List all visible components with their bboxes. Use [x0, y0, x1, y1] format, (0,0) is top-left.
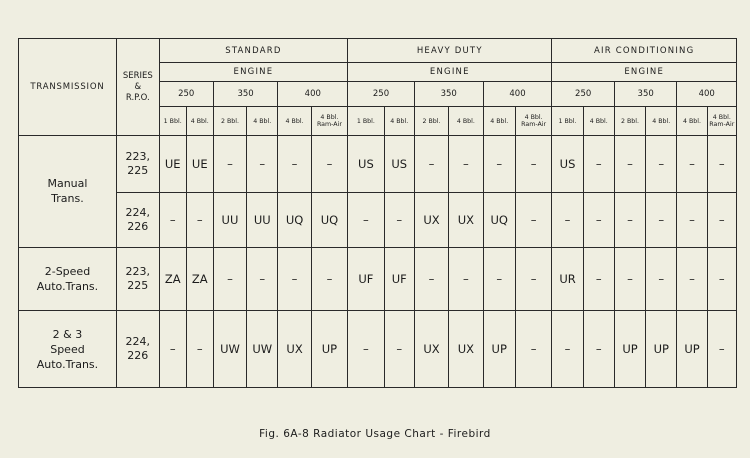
radiator-code-cell: –: [311, 136, 347, 193]
engine-size-header: 250: [552, 82, 615, 107]
radiator-code-cell: –: [646, 193, 677, 247]
series-cell: 224, 226: [116, 193, 159, 247]
radiator-code-cell: –: [483, 247, 515, 311]
engine-size-header: 400: [483, 82, 552, 107]
transmission-label-line: Auto.Trans.: [36, 280, 99, 294]
radiator-code-cell: –: [247, 247, 278, 311]
radiator-code-cell: –: [552, 193, 583, 247]
carburetor-header: 4 Bbl.: [186, 107, 213, 136]
carburetor-header: 1 Bbl.: [552, 107, 583, 136]
carburetor-header: 1 Bbl.: [159, 107, 186, 136]
radiator-code-cell: –: [707, 247, 736, 311]
radiator-code-cell: UP: [677, 311, 707, 388]
series-rpo-header-line: &: [134, 81, 142, 92]
engine-size-header: 250: [159, 82, 213, 107]
radiator-code-cell: UP: [646, 311, 677, 388]
radiator-code-cell: UQ: [278, 193, 311, 247]
radiator-code-cell: –: [583, 193, 614, 247]
radiator-code-cell: UX: [414, 193, 448, 247]
header-row-groups: [19, 39, 737, 63]
transmission-cell: [19, 136, 117, 248]
carburetor-header: 4 Bbl.: [677, 107, 707, 136]
engine-size-header: 350: [414, 82, 483, 107]
carburetor-header: 4 Bbl.: [646, 107, 677, 136]
radiator-code-cell: –: [213, 136, 246, 193]
transmission-label-line: Manual: [47, 177, 88, 191]
transmission-label-line: 2-Speed: [44, 265, 91, 279]
radiator-code-cell: –: [646, 247, 677, 311]
carburetor-header: 4 Bbl.: [483, 107, 515, 136]
series-rpo-header-line: SERIES: [122, 70, 153, 81]
radiator-code-cell: UW: [213, 311, 246, 388]
radiator-code-cell: –: [515, 247, 552, 311]
radiator-code-cell: –: [614, 193, 645, 247]
engine-size-header: 250: [348, 82, 415, 107]
radiator-code-cell: –: [515, 136, 552, 193]
carburetor-header: 1 Bbl.: [348, 107, 384, 136]
radiator-code-cell: –: [186, 311, 213, 388]
radiator-code-cell: –: [348, 311, 384, 388]
radiator-code-cell: –: [414, 136, 448, 193]
radiator-code-cell: –: [707, 193, 736, 247]
carburetor-header: 2 Bbl.: [414, 107, 448, 136]
carburetor-header: 4 Bbl. Ram-Air: [515, 107, 552, 136]
radiator-code-cell: –: [213, 247, 246, 311]
carburetor-header: 4 Bbl.: [583, 107, 614, 136]
radiator-code-cell: –: [159, 193, 186, 247]
radiator-code-cell: UP: [311, 311, 347, 388]
radiator-code-cell: UP: [483, 311, 515, 388]
table-row: [19, 247, 737, 311]
engine-size-header: 400: [278, 82, 348, 107]
radiator-code-cell: –: [414, 247, 448, 311]
radiator-code-cell: UX: [449, 311, 483, 388]
radiator-code-cell: UX: [414, 311, 448, 388]
radiator-code-cell: –: [646, 136, 677, 193]
radiator-code-cell: UQ: [311, 193, 347, 247]
engine-header: ENGINE: [159, 63, 348, 82]
radiator-code-cell: –: [707, 311, 736, 388]
radiator-code-cell: –: [278, 247, 311, 311]
radiator-code-cell: –: [677, 247, 707, 311]
radiator-code-cell: –: [677, 193, 707, 247]
radiator-code-cell: –: [583, 247, 614, 311]
table-row: [19, 311, 737, 388]
group-header: STANDARD: [159, 39, 348, 63]
radiator-code-cell: –: [583, 136, 614, 193]
radiator-usage-table: [18, 38, 737, 388]
radiator-code-cell: UE: [159, 136, 186, 193]
series-rpo-header-line: R.P.O.: [125, 92, 150, 103]
carburetor-header: 2 Bbl.: [614, 107, 645, 136]
engine-header: ENGINE: [552, 63, 737, 82]
radiator-code-cell: UX: [278, 311, 311, 388]
radiator-code-cell: –: [247, 136, 278, 193]
radiator-code-cell: UU: [213, 193, 246, 247]
radiator-code-cell: UR: [552, 247, 583, 311]
radiator-code-cell: UQ: [483, 193, 515, 247]
radiator-code-cell: –: [449, 136, 483, 193]
radiator-code-cell: –: [707, 136, 736, 193]
group-header: HEAVY DUTY: [348, 39, 552, 63]
radiator-code-cell: UP: [614, 311, 645, 388]
transmission-header: TRANSMISSION: [19, 39, 117, 136]
radiator-code-cell: –: [515, 193, 552, 247]
engine-size-header: 350: [213, 82, 278, 107]
engine-header: ENGINE: [348, 63, 552, 82]
series-rpo-header: [116, 39, 159, 136]
transmission-label-line: Speed: [50, 342, 85, 356]
radiator-code-cell: –: [311, 247, 347, 311]
series-cell: 223, 225: [116, 136, 159, 193]
transmission-cell: [19, 247, 117, 311]
radiator-code-cell: UF: [348, 247, 384, 311]
radiator-code-cell: UX: [449, 193, 483, 247]
carburetor-header: 2 Bbl.: [213, 107, 246, 136]
radiator-code-cell: –: [515, 311, 552, 388]
radiator-code-cell: –: [483, 136, 515, 193]
table-row: [19, 136, 737, 193]
carburetor-header: 4 Bbl.: [449, 107, 483, 136]
engine-size-header: 400: [677, 82, 737, 107]
series-cell: 224, 226: [116, 311, 159, 388]
radiator-code-cell: UF: [384, 247, 414, 311]
figure-caption: Fig. 6A-8 Radiator Usage Chart - Firebird: [259, 428, 491, 440]
radiator-code-cell: –: [159, 311, 186, 388]
radiator-code-cell: ZA: [186, 247, 213, 311]
carburetor-header: 4 Bbl.: [247, 107, 278, 136]
transmission-label-line: 2 & 3: [52, 327, 83, 341]
radiator-code-cell: –: [614, 247, 645, 311]
transmission-label-line: Auto.Trans.: [36, 357, 99, 371]
series-cell: 223, 225: [116, 247, 159, 311]
transmission-cell: [19, 311, 117, 388]
radiator-code-cell: –: [278, 136, 311, 193]
radiator-code-cell: –: [384, 193, 414, 247]
engine-size-header: 350: [614, 82, 677, 107]
radiator-code-cell: –: [552, 311, 583, 388]
carburetor-header: 4 Bbl.: [384, 107, 414, 136]
transmission-label-line: Trans.: [51, 192, 84, 206]
radiator-code-cell: –: [384, 311, 414, 388]
radiator-code-cell: US: [384, 136, 414, 193]
carburetor-header: 4 Bbl.: [278, 107, 311, 136]
radiator-code-cell: –: [677, 136, 707, 193]
radiator-code-cell: UE: [186, 136, 213, 193]
radiator-code-cell: –: [614, 136, 645, 193]
radiator-code-cell: –: [449, 247, 483, 311]
radiator-code-cell: –: [583, 311, 614, 388]
radiator-code-cell: ZA: [159, 247, 186, 311]
carburetor-header: 4 Bbl. Ram-Air: [311, 107, 347, 136]
radiator-code-cell: UW: [247, 311, 278, 388]
radiator-code-cell: UU: [247, 193, 278, 247]
radiator-code-cell: –: [348, 193, 384, 247]
group-header: AIR CONDITIONING: [552, 39, 737, 63]
table-row: [19, 193, 737, 247]
carburetor-header: 4 Bbl. Ram-Air: [707, 107, 736, 136]
radiator-code-cell: US: [348, 136, 384, 193]
radiator-code-cell: –: [186, 193, 213, 247]
radiator-code-cell: US: [552, 136, 583, 193]
